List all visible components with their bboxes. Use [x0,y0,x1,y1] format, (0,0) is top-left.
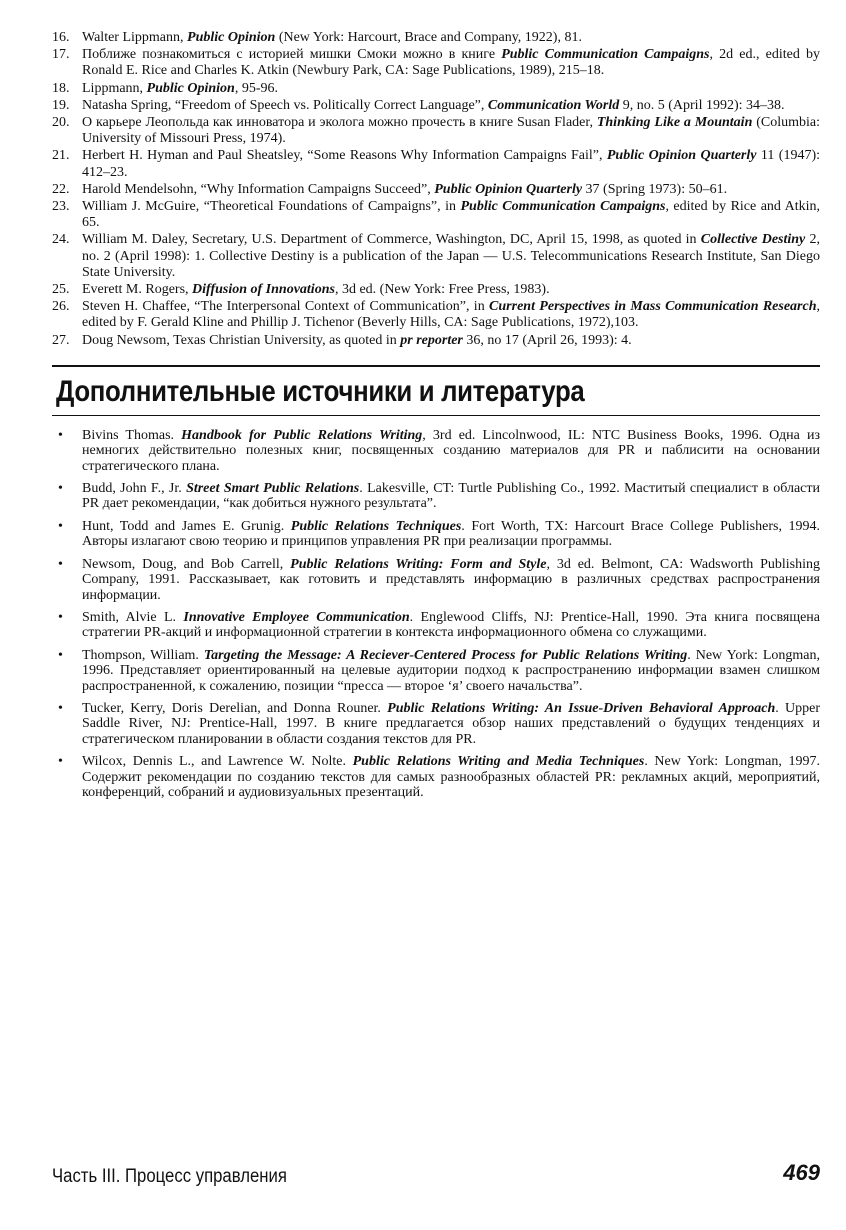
bib-text: . New York: Longman, 1996. Представляет ориентированный на целевые аудитории подход к распространению информации взамен слишком распространенной, к сожалению, позиции “пресса — второе ‘я’ своего начальства”. [82,647,820,694]
bib-text: Bivins Thomas. [82,427,182,443]
note-title: Public Opinion Quarterly [606,148,757,164]
note-item [52,148,820,180]
note-item [52,98,820,114]
note-title: Public Communication Campaigns [501,47,710,63]
note-item [52,282,820,298]
note-item [52,333,820,349]
note-number: 25. [52,282,70,298]
note-text: Walter Lippmann, [82,30,188,45]
note-number: 27. [52,332,70,348]
section-title: Дополнительные источники и литература [56,374,585,408]
bib-text: Hunt, Todd and James E. Grunig. [82,518,291,534]
note-text: Everett M. Rogers, [82,282,193,298]
bib-text: . Fort Worth, TX: Harcourt Brace College Publishers, 1994. Авторы излагают свою теорию и принципов управления PR при реализации программы. [82,518,820,550]
note-text: , 3d ed. (New York: Free Press, 1983). [334,282,550,298]
note-text: Natasha Spring, “Freedom of Speech vs. Politically Correct Language”, [82,97,488,113]
note-text: Lippmann, [82,80,147,96]
section-rule-bottom [52,415,820,416]
note-text: 2, no. 2 (April 1998): 1. Collective Destiny is a publication of the Japan — U.S. Telecommunications Research Institute, San Diego State University. [82,232,820,280]
bib-text: . Englewood Cliffs, NJ: Prentice-Hall, 1990. Эта книга посвящена стратегии PR-акций и информационной стратегии в контекста информационного обмена со служащими. [82,609,821,641]
note-text: Doug Newsom, Texas Christian University, as quoted in [82,332,401,348]
note-text: (Columbia: University of Missouri Press, 1974). [82,115,820,147]
bibliography-item [52,701,820,747]
note-number: 19. [52,97,70,113]
note-text: 9, no. 5 (April 1992): 34–38. [619,97,785,113]
note-text: Steven H. Chaffee, “The Interpersonal Context of Communication”, in [82,299,490,315]
note-number: 24. [52,232,70,248]
note-text: William J. McGuire, “Theoretical Foundations of Campaigns”, in [82,199,461,215]
note-title: pr reporter [400,332,463,348]
bib-text: Wilcox, Dennis L., and Lawrence W. Nolte. [82,754,353,770]
note-text: 37 (Spring 1973): 50–61. [582,181,728,197]
bib-title: Public Relations Writing: An Issue-Driven Behavioral Approach [387,700,776,716]
bib-title: Public Relations Writing and Media Techniques [352,754,645,770]
bibliography-item [52,557,820,603]
note-number: 16. [52,30,70,45]
note-number: 23. [52,199,70,215]
note-title: Diffusion of Innovations [192,282,335,298]
bib-text: , 3rd ed. Lincolnwood, IL: NTC Business Books, 1996. Одна из немногих действительно полезных книг, посвященных созданию материалов для PR и паблисити на основании стратегического плана. [82,427,821,474]
bib-title: Street Smart Public Relations [186,481,360,497]
bib-text: . Lakesville, CT: Turtle Publishing Co., 1992. Маститый специалист в области PR дает рекомендации, “как добиться нужного результата”. [82,481,820,512]
bullet-icon: • [58,647,63,663]
note-number: 26. [52,299,70,315]
bibliography-item [52,428,820,474]
note-text: (New York: Harcourt, Brace and Company, 1922), 81. [275,30,582,45]
note-title: Collective Destiny [700,232,806,248]
page-content [52,30,820,807]
note-title: Thinking Like a Mountain [596,115,753,131]
running-footer: Часть III. Процесс управления [52,1166,287,1187]
bullet-icon: • [58,518,63,534]
bib-title: Handbook for Public Relations Writing [181,427,423,443]
note-title: Public Communication Campaigns [460,199,666,215]
note-item [52,47,820,79]
note-text: , 2d ed., edited by Ronald E. Rice and Charles K. Atkin (Newbury Park, CA: Sage Publications, 1989), 215–18. [82,47,820,79]
note-title: Public Opinion [146,80,235,96]
note-text: , edited by Rice and Atkin, 65. [82,199,820,231]
note-item [52,299,820,331]
note-title: Public Opinion [187,30,276,45]
bullet-icon: • [58,754,63,770]
bib-text: Thompson, William. [82,647,204,663]
bibliography-item [52,519,820,550]
page-footer [52,1160,820,1190]
note-number: 22. [52,181,70,197]
bib-text: Tucker, Kerry, Doris Derelian, and Donna Rouner. [82,700,388,716]
bib-text: Newsom, Doug, and Bob Carrell, [82,556,291,572]
note-text: , 95-96. [234,80,279,96]
note-item [52,232,820,281]
note-text: , edited by F. Gerald Kline and Phillip J. Tichenor (Beverly Hills, CA: Sage Publications, 1972),103. [82,299,820,331]
bibliography-item [52,754,820,800]
bibliography-item [52,648,820,694]
note-title: Communication World [487,97,620,113]
bullet-icon: • [58,427,63,443]
note-number: 20. [52,115,70,131]
bib-title: Public Relations Techniques [290,518,462,534]
bullet-icon: • [58,609,63,625]
notes-list [52,30,820,349]
bib-title: Public Relations Writing: Form and Style [290,556,547,572]
section-rule-top [52,365,820,367]
note-title: Current Perspectives in Mass Communication Research [489,299,817,315]
note-title: Public Opinion Quarterly [434,181,583,197]
bibliography-item [52,481,820,512]
bib-title: Innovative Employee Communication [183,609,410,625]
bib-text: . New York: Longman, 1997. Содержит рекомендации по созданию текстов для самых разнообразных областей PR: рекламных акций, мероприятий, конференций, собраний и аудиовизуальных презентаций. [82,754,820,800]
note-number: 18. [52,80,70,96]
note-item [52,115,820,147]
bib-text: , 3d ed. Belmont, CA: Wadsworth Publishing Company, 1991. Рассказывает, как готовить и представлять информацию в различных средствах распространения информации. [82,556,820,603]
bibliography-list [52,428,820,801]
note-item [52,30,820,46]
note-number: 17. [52,47,70,63]
note-item [52,81,820,97]
bullet-icon: • [58,556,63,572]
bib-text: . Upper Saddle River, NJ: Prentice-Hall, 1997. В книге предлагается обзор наших представлений о будущих тенденциях и стратегическом планировании в области создания текстов для PR. [82,700,820,747]
note-number: 21. [52,148,70,164]
note-text: 36, no 17 (April 26, 1993): 4. [462,332,632,348]
bib-text: Smith, Alvie L. [82,609,184,625]
bib-text: Budd, John F., Jr. [82,481,187,497]
note-text: William M. Daley, Secretary, U.S. Department of Commerce, Washington, DC, April 15, 1998, as quoted in [82,232,701,248]
note-text: 11 (1947): 412–23. [82,148,820,180]
note-text: О карьере Леопольда как инноватора и эколога можно прочесть в книге Susan Flader, [82,115,597,131]
note-item [52,182,820,198]
bibliography-item [52,610,820,641]
note-text: Herbert H. Hyman and Paul Sheatsley, “Some Reasons Why Information Campaigns Fail”, [82,148,607,164]
note-item [52,199,820,231]
bullet-icon: • [58,481,63,497]
bullet-icon: • [58,700,63,716]
note-text: Harold Mendelsohn, “Why Information Campaigns Succeed”, [82,181,435,197]
note-text: Поближе познакомиться с историей мишки Смоки можно в книге [82,47,502,63]
bib-title: Targeting the Message: A Reciever-Centered Process for Public Relations Writing [203,647,688,663]
page-number: 469 [783,1160,820,1185]
